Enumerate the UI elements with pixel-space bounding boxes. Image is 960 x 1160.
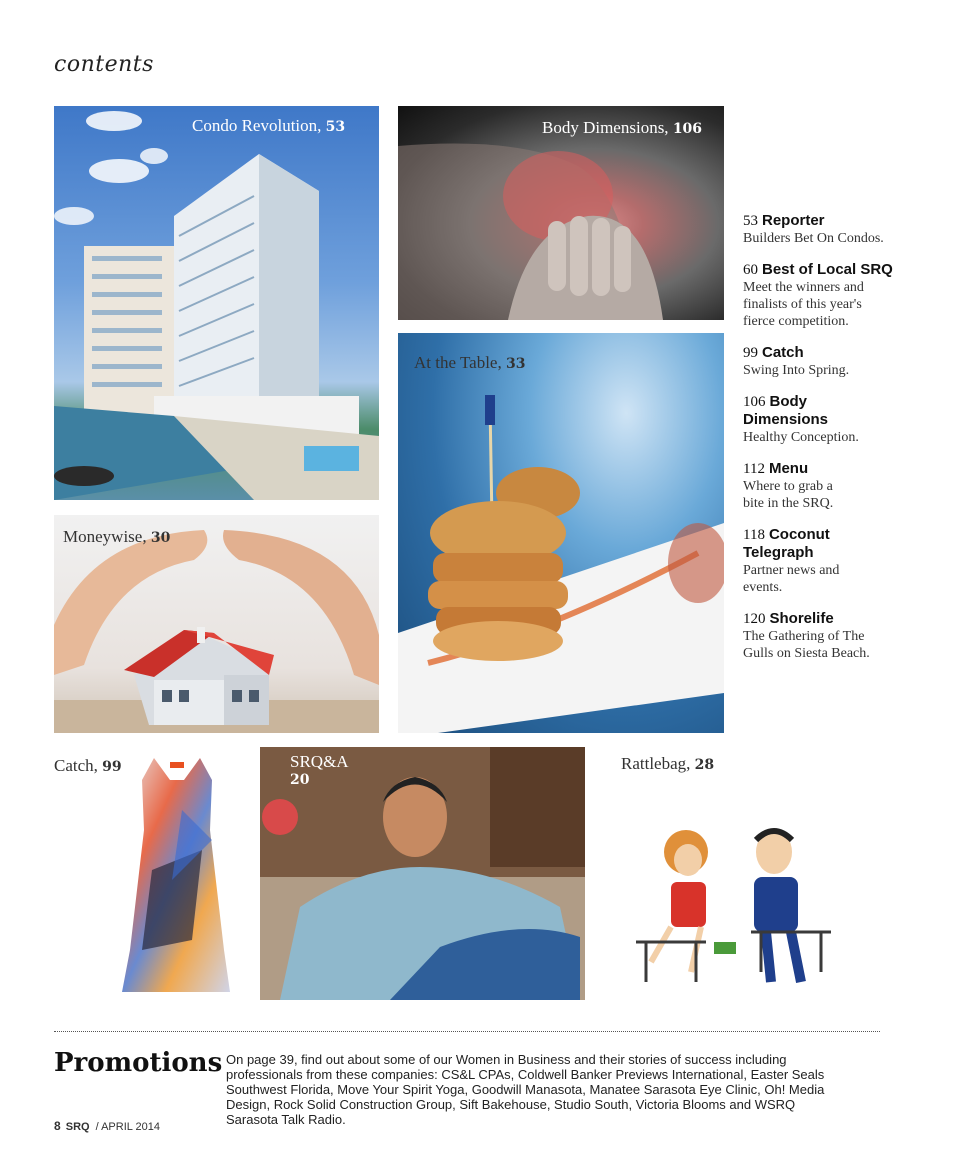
condo-revolution-photo[interactable] (54, 106, 379, 500)
promotions-text: On page 39, find out about some of our Women in Business and their stories of success including professionals from these companies: CS&L CPAs, Coldwell Banker Previews International, Easter Seals Southwest Florida, Move Your Spirit Yoga, Goodwill Manasota, Manatee Sarasota Eye Clinic, Oh! Media Design, Rock Solid Construction Group, Sift Bakehouse, Studio South, Victoria Blooms and WSRQ Sarasota Talk Radio. (226, 1052, 825, 1127)
toc-list (743, 212, 933, 676)
srqa-photo[interactable] (260, 747, 585, 1000)
caption-table: At the Table, 33 (414, 353, 526, 372)
printed-dress-illustration (112, 750, 242, 1000)
toc-item[interactable]: 106 Body Dimensions Healthy Conception. (743, 393, 859, 445)
elbow-pain-illustration (398, 106, 724, 320)
toc-item[interactable]: 118 Coconut Telegraph Partner news and events. (743, 526, 840, 595)
moneywise-photo[interactable] (54, 515, 379, 733)
caricature-illustration (616, 822, 846, 1000)
toc-item[interactable]: 112 Menu Where to grab a bite in the SRQ. (743, 460, 834, 511)
toc-item[interactable]: 60 Best of Local SRQ Meet the winners and finalists of this year's fierce competition. (743, 261, 893, 329)
page-folio: 8 SRQ / APRIL 2014 (54, 1119, 161, 1133)
body-dimensions-photo[interactable] (398, 106, 724, 320)
at-the-table-photo[interactable] (398, 333, 724, 733)
caption-body: Body Dimensions, 106 (542, 118, 703, 137)
slider-sandwich-illustration (398, 333, 724, 733)
caption-rattlebag: Rattlebag, 28 (621, 754, 715, 773)
promotions-title: Promotions (54, 1048, 223, 1078)
rattlebag-cartoon[interactable] (616, 822, 846, 1000)
caption-srqa: SRQ&A 20 (290, 752, 349, 788)
caption-money: Moneywise, 30 (63, 527, 171, 546)
caption-catch: Catch, 99 (54, 756, 122, 775)
toc-item[interactable]: 120 Shorelife The Gathering of The Gulls on Siesta Beach. (743, 610, 870, 661)
toc-item[interactable]: 99 Catch Swing Into Spring. (743, 344, 850, 378)
catch-dress-photo[interactable] (112, 750, 242, 1000)
condo-building-illustration (54, 106, 379, 500)
hands-over-house-illustration (54, 515, 379, 733)
section-divider (54, 1031, 880, 1032)
toc-item[interactable]: 53 Reporter Builders Bet On Condos. (743, 212, 884, 246)
contents-heading: contents (54, 52, 154, 77)
caption-condo: Condo Revolution, 53 (192, 116, 346, 135)
